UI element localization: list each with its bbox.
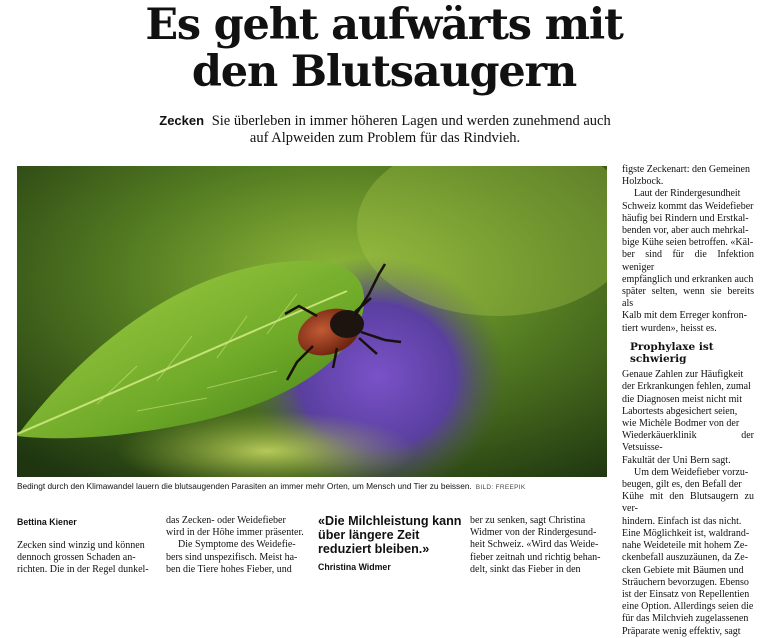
photo-caption	[17, 481, 617, 493]
text-line: Eine Möglichkeit ist, waldrand-	[622, 527, 750, 539]
text-line: das Zecken- oder Weidefieber	[166, 515, 286, 526]
text-line: wie Michèle Bodmer von der	[622, 418, 740, 430]
col4-paragraph-1	[622, 164, 754, 188]
text-line: der Erkrankungen fehlen, zumal	[622, 381, 751, 393]
pull-quote: «Die Milchleistung kann über längere Zeit reduziert bleiben.»	[318, 514, 462, 556]
text-line: beugen, gilt es, den Befall der	[622, 479, 742, 491]
text-line: ber zu senken, sagt Christina	[470, 515, 586, 526]
headline-line-1: Es geht aufwärts mit	[145, 0, 623, 50]
text-line: Sträuchern bevorzugen. Ebenso	[622, 576, 749, 588]
text-line: Fakultät der Uni Bern sagt.	[622, 454, 731, 466]
text-line: ist der Einsatz von Repellentien	[622, 588, 750, 600]
text-line: Zecken sind winzig und können	[17, 540, 145, 551]
text-line: Um dem Weidefieber vorzu-	[634, 466, 749, 478]
photo-credit: BILD: FREEPIK	[475, 484, 526, 491]
text-line: ben die Tiere hohes Fieber, und	[166, 563, 292, 575]
col4-paragraph-4	[622, 467, 754, 638]
text-line: fieber zeitnah und richtig behan-	[470, 551, 601, 563]
column-3	[470, 515, 608, 576]
text-line: tiert wurden», heisst es.	[622, 322, 717, 334]
headline	[0, 2, 768, 96]
text-line: Schweiz kommt das Weidefieber	[622, 200, 754, 212]
text-line: die Diagnosen meist nicht mit	[622, 393, 742, 405]
text-line: ber sind für die Infektion weniger	[622, 249, 754, 273]
quote-author: Christina Widmer	[318, 562, 391, 572]
tick-on-leaf-image	[17, 166, 607, 477]
text-line: Präparate wenig effektiv, sagt	[622, 625, 741, 637]
col4-paragraph-3	[622, 369, 754, 467]
text-line: Holzbock.	[622, 176, 664, 188]
text-line: delt, sinkt das Fieber in den	[470, 563, 581, 575]
text-line: hindern. Einfach ist das nicht.	[622, 515, 742, 527]
text-line: benden vor, aber auch mehrkal-	[622, 225, 749, 237]
column-2	[166, 515, 306, 576]
text-line: dennoch grossen Schaden an-	[17, 552, 136, 564]
text-line: Kalb mit dem Erreger konfron-	[622, 310, 747, 322]
text-line: cken Gebiete mit Bäumen und	[622, 564, 744, 576]
col4-paragraph-2	[622, 188, 754, 334]
lead-text: Sie überleben in immer höheren Lagen und werden zunehmend auch auf Alpweiden zum Problem für das Rindvieh.	[211, 113, 611, 146]
text-line: eine Option. Allerdings seien die	[622, 601, 754, 613]
text-line: später selten, wenn sie bereits als	[622, 286, 754, 310]
text-line: Widmer von der Rindergesund-	[470, 527, 597, 539]
text-line: Genaue Zahlen zur Häufigkeit	[622, 369, 744, 381]
text-line: empfänglich und erkranken auch	[622, 273, 754, 285]
text-line: nahe Weideteile mit hohem Ze-	[622, 540, 748, 552]
text-line: heit Schweiz. «Wird das Weide-	[470, 539, 599, 551]
text-line: für das Milchvieh zugelassenen	[622, 613, 749, 625]
tick-photo	[17, 166, 607, 477]
caption-text: Bedingt durch den Klimawandel lauern die blutsaugenden Parasiten an immer mehr Orten, um Mensch und Tier zu beissen.	[17, 481, 472, 491]
text-line: richten. Die in der Regel dunkel-	[17, 564, 149, 576]
text-line: Wiederkäuerklinik der Vetsuisse-	[622, 430, 754, 454]
column-4	[622, 164, 754, 638]
headline-line-2: den Blutsaugern	[191, 47, 577, 97]
column-1	[17, 540, 155, 577]
text-line: Die Symptome des Weidefie-	[178, 539, 296, 551]
col4-subtitle: Prophylaxe ist schwierig	[630, 340, 714, 366]
text-line: Labortests abgesichert seien,	[622, 405, 738, 417]
text-line: figste Zeckenart: den Gemeinen	[622, 164, 750, 175]
text-line: häufig bei Rindern und Erstkal-	[622, 212, 749, 224]
text-line: bige Kühe seien betroffen. «Käl-	[622, 237, 754, 249]
lead	[155, 112, 615, 147]
text-line: Kühe mit den Blutsaugern zu ver-	[622, 491, 754, 515]
byline: Bettina Kiener	[17, 517, 77, 527]
text-line: ckenbefall auszuzäunen, da Ze-	[622, 552, 749, 564]
text-line: wird in der Höhe immer präsenter.	[166, 527, 304, 539]
text-line: Laut der Rindergesundheit	[634, 188, 741, 200]
text-line: bers sind unspezifisch. Meist ha-	[166, 551, 298, 563]
kicker: Zecken	[159, 113, 205, 128]
